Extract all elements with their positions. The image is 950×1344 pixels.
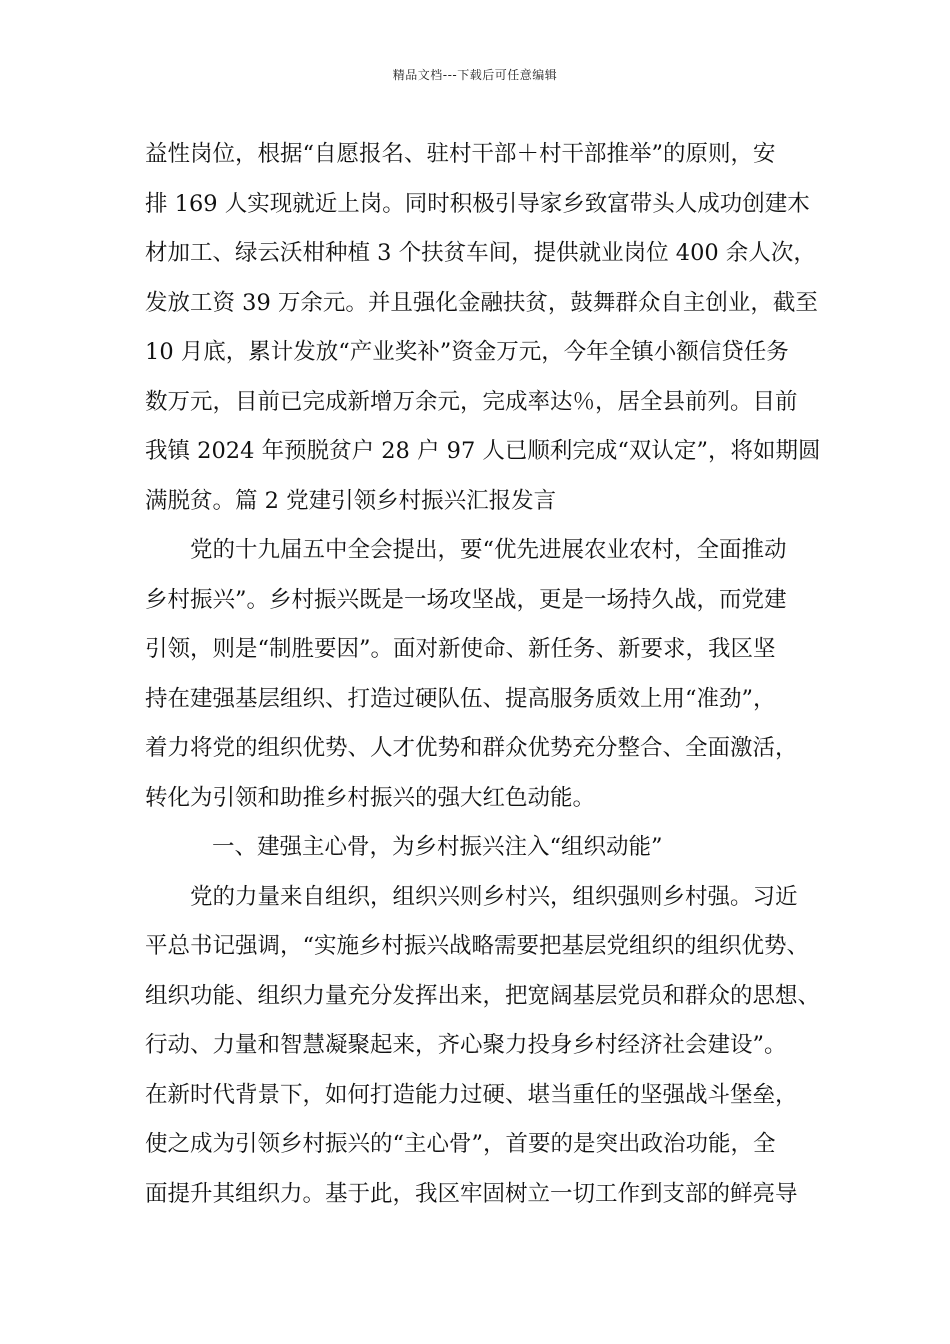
page-header: 精品文档---下载后可任意编辑 — [392, 68, 558, 82]
text-line: 平总书记强调，“实施乡村振兴战略需要把基层党组织的组织优势、 — [145, 933, 810, 959]
text-line: 在新时代背景下，如何打造能力过硬、堪当重任的坚强战斗堡垒， — [145, 1081, 798, 1108]
document-body — [145, 130, 821, 1219]
paragraph-first-line: 党的力量来自组织，组织兴则乡村兴，组织强则乡村强。习近 — [190, 883, 798, 910]
text-line: 持在建强基层组织、打造过硬队伍、提高服务质效上用“准劲”， — [145, 685, 776, 712]
text-line: 我镇 2024 年预脱贫户 28 户 97 人已顺利完成“双认定”，将如期圆 — [145, 438, 821, 464]
text-line: 数万元，目前已完成新增万余元，完成率达％，居全县前列。目前 — [145, 388, 798, 415]
text-line: 材加工、绿云沃柑种植 3 个扶贫车间，提供就业岗位 400 余人次， — [145, 240, 816, 266]
text-line: 组织功能、组织力量充分发挥出来，把宽阔基层党员和群众的思想、 — [145, 982, 821, 1009]
text-line: 发放工资 39 万余元。并且强化金融扶贫，鼓舞群众自主创业，截至 — [145, 289, 818, 316]
text-line: 面提升其组织力。基于此，我区牢固树立一切工作到支部的鲜亮导 — [145, 1180, 798, 1207]
text-line: 使之成为引领乡村振兴的“主心骨”，首要的是突出政治功能，全 — [145, 1131, 776, 1157]
text-line: 满脱贫。篇 2 党建引领乡村振兴汇报发言 — [145, 487, 557, 514]
section-heading: 一、建强主心骨，为乡村振兴注入“组织动能” — [212, 834, 663, 860]
text-line: 10 月底，累计发放“产业奖补”资金万元，今年全镇小额信贷任务 — [145, 339, 789, 365]
paragraph-first-line: 党的十九届五中全会提出，要“优先进展农业农村，全面推动 — [190, 537, 787, 563]
text-line: 排 169 人实现就近上岗。同时积极引导家乡致富带头人成功创建木 — [145, 190, 810, 217]
text-line: 转化为引领和助推乡村振兴的强大红色动能。 — [145, 784, 596, 811]
text-line: 着力将党的组织优势、人才优势和群众优势充分整合、全面激活， — [145, 735, 798, 761]
text-line: 引领，则是“制胜要因”。面对新使命、新任务、新要求，我区坚 — [145, 636, 776, 662]
text-line: 益性岗位，根据“自愿报名、驻村干部＋村干部推举”的原则，安 — [145, 141, 776, 167]
text-line: 乡村振兴”。乡村振兴既是一场攻坚战，更是一场持久战，而党建 — [145, 586, 787, 613]
text-line: 行动、力量和智慧凝聚起来，齐心聚力投身乡村经济社会建设”。 — [145, 1032, 787, 1058]
